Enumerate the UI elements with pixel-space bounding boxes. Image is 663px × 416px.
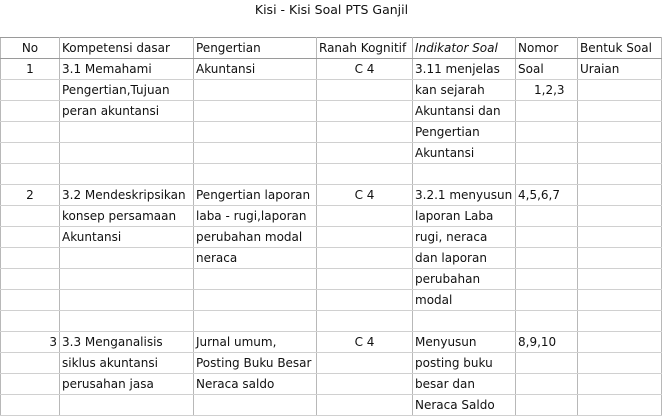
cell-pengertian[interactable] <box>194 311 317 332</box>
cell-indikator[interactable]: rugi, neraca <box>413 227 516 248</box>
cell-nomor[interactable] <box>516 395 578 416</box>
cell-bentuk[interactable] <box>578 248 662 269</box>
cell-nomor[interactable] <box>516 353 578 374</box>
cell-no[interactable]: 3 <box>1 332 60 353</box>
cell-pengertian[interactable]: perubahan modal <box>194 227 317 248</box>
cell-kompetensi[interactable] <box>60 269 194 290</box>
cell-bentuk[interactable] <box>578 290 662 311</box>
cell-nomor[interactable] <box>516 311 578 332</box>
cell-nomor[interactable] <box>516 248 578 269</box>
cell-no[interactable] <box>1 395 60 416</box>
cell-pengertian[interactable]: laba - rugi,laporan <box>194 206 317 227</box>
cell-indikator[interactable]: Akuntansi <box>413 143 516 164</box>
cell-indikator[interactable]: Pengertian <box>413 122 516 143</box>
cell-bentuk[interactable] <box>578 122 662 143</box>
cell-pengertian[interactable]: Neraca saldo <box>194 374 317 395</box>
cell-ranah[interactable] <box>317 290 413 311</box>
cell-kompetensi[interactable]: Akuntansi <box>60 227 194 248</box>
cell-bentuk[interactable] <box>578 143 662 164</box>
cell-nomor[interactable] <box>516 374 578 395</box>
cell-pengertian[interactable] <box>194 164 317 185</box>
cell-ranah[interactable] <box>317 206 413 227</box>
cell-no[interactable]: 2 <box>1 185 60 206</box>
cell-ranah[interactable] <box>317 353 413 374</box>
header-no[interactable]: No <box>1 38 60 59</box>
cell-nomor[interactable] <box>516 164 578 185</box>
cell-pengertian[interactable] <box>194 101 317 122</box>
cell-bentuk[interactable] <box>578 353 662 374</box>
cell-bentuk[interactable]: Uraian <box>578 59 662 80</box>
cell-pengertian[interactable] <box>194 143 317 164</box>
table-row <box>1 311 662 332</box>
cell-ranah[interactable] <box>317 80 413 101</box>
cell-bentuk[interactable] <box>578 164 662 185</box>
cell-nomor[interactable] <box>516 269 578 290</box>
cell-nomor[interactable] <box>516 101 578 122</box>
cell-indikator[interactable]: 3.11 menjelas <box>413 59 516 80</box>
cell-bentuk[interactable] <box>578 395 662 416</box>
cell-indikator[interactable]: Akuntansi dan <box>413 101 516 122</box>
cell-no[interactable] <box>1 122 60 143</box>
cell-pengertian[interactable]: Jurnal umum, <box>194 332 317 353</box>
cell-no[interactable] <box>1 80 60 101</box>
cell-nomor[interactable] <box>516 143 578 164</box>
cell-bentuk[interactable] <box>578 185 662 206</box>
cell-kompetensi[interactable]: konsep persamaan <box>60 206 194 227</box>
sheet-title: Kisi - Kisi Soal PTS Ganjil <box>254 2 409 17</box>
cell-no[interactable] <box>1 143 60 164</box>
table-row <box>1 80 662 101</box>
cell-nomor[interactable]: 8,9,10 <box>516 332 578 353</box>
cell-indikator[interactable]: Neraca Saldo <box>413 395 516 416</box>
header-nomor[interactable]: Nomor <box>516 38 578 59</box>
cell-nomor[interactable] <box>516 122 578 143</box>
table-row <box>1 185 662 206</box>
cell-ranah[interactable] <box>317 143 413 164</box>
cell-kompetensi[interactable]: Pengertian,Tujuan <box>60 80 194 101</box>
cell-ranah[interactable]: C 4 <box>317 59 413 80</box>
cell-no[interactable] <box>1 269 60 290</box>
cell-ranah[interactable] <box>317 248 413 269</box>
cell-nomor[interactable]: Soal <box>516 59 578 80</box>
table-row <box>1 227 662 248</box>
cell-kompetensi[interactable] <box>60 143 194 164</box>
header-bentuk[interactable]: Bentuk Soal <box>578 38 662 59</box>
cell-kompetensi[interactable]: 3.2 Mendeskripsikan <box>60 185 194 206</box>
cell-indikator[interactable]: laporan Laba <box>413 206 516 227</box>
table-row <box>1 101 662 122</box>
cell-no[interactable]: 1 <box>1 59 60 80</box>
cell-bentuk[interactable] <box>578 206 662 227</box>
cell-ranah[interactable] <box>317 227 413 248</box>
cell-indikator[interactable] <box>413 311 516 332</box>
cell-kompetensi[interactable] <box>60 311 194 332</box>
cell-indikator[interactable]: besar dan <box>413 374 516 395</box>
cell-pengertian[interactable] <box>194 122 317 143</box>
cell-ranah[interactable] <box>317 395 413 416</box>
cell-bentuk[interactable] <box>578 311 662 332</box>
cell-kompetensi[interactable] <box>60 395 194 416</box>
cell-pengertian[interactable]: Pengertian laporan <box>194 185 317 206</box>
table-row <box>1 353 662 374</box>
table-row <box>1 290 662 311</box>
cell-indikator[interactable]: modal <box>413 290 516 311</box>
cell-pengertian[interactable]: Akuntansi <box>194 59 317 80</box>
cell-indikator[interactable]: 3.2.1 menyusun <box>413 185 516 206</box>
cell-pengertian[interactable] <box>194 269 317 290</box>
table-row <box>1 269 662 290</box>
cell-kompetensi[interactable] <box>60 248 194 269</box>
table-row <box>1 206 662 227</box>
cell-no[interactable] <box>1 353 60 374</box>
cell-kompetensi[interactable]: siklus akuntansi <box>60 353 194 374</box>
cell-nomor[interactable] <box>516 227 578 248</box>
cell-bentuk[interactable] <box>578 80 662 101</box>
cell-no[interactable] <box>1 227 60 248</box>
cell-no[interactable] <box>1 311 60 332</box>
cell-ranah[interactable]: C 4 <box>317 185 413 206</box>
table-row <box>1 143 662 164</box>
table-row <box>1 164 662 185</box>
table-row <box>1 248 662 269</box>
cell-bentuk[interactable] <box>578 269 662 290</box>
cell-indikator[interactable]: Menyusun <box>413 332 516 353</box>
cell-pengertian[interactable] <box>194 80 317 101</box>
cell-bentuk[interactable] <box>578 374 662 395</box>
cell-bentuk[interactable] <box>578 227 662 248</box>
cell-kompetensi[interactable]: 3.1 Memahami <box>60 59 194 80</box>
cell-ranah[interactable] <box>317 122 413 143</box>
cell-indikator[interactable]: kan sejarah <box>413 80 516 101</box>
header-indikator[interactable]: Indikator Soal <box>413 38 516 59</box>
cell-nomor[interactable]: 4,5,6,7 <box>516 185 578 206</box>
cell-no[interactable] <box>1 374 60 395</box>
header-row <box>1 38 662 59</box>
table-row <box>1 122 662 143</box>
header-kompetensi[interactable]: Kompetensi dasar <box>60 38 194 59</box>
cell-nomor[interactable] <box>516 290 578 311</box>
cell-ranah[interactable] <box>317 164 413 185</box>
cell-no[interactable] <box>1 290 60 311</box>
cell-kompetensi[interactable]: perusahan jasa <box>60 374 194 395</box>
table-row <box>1 332 662 353</box>
cell-nomor[interactable]: 1,2,3 <box>516 80 578 101</box>
table-row <box>1 395 662 416</box>
cell-ranah[interactable] <box>317 269 413 290</box>
header-ranah[interactable]: Ranah Kognitif <box>317 38 413 59</box>
cell-bentuk[interactable] <box>578 101 662 122</box>
cell-pengertian[interactable] <box>194 290 317 311</box>
cell-kompetensi[interactable]: 3.3 Menganalisis <box>60 332 194 353</box>
cell-kompetensi[interactable] <box>60 290 194 311</box>
cell-no[interactable] <box>1 248 60 269</box>
cell-indikator[interactable]: dan laporan <box>413 248 516 269</box>
cell-pengertian[interactable] <box>194 395 317 416</box>
table-row <box>1 374 662 395</box>
header-pengertian[interactable]: Pengertian <box>194 38 317 59</box>
cell-bentuk[interactable] <box>578 332 662 353</box>
cell-kompetensi[interactable] <box>60 122 194 143</box>
cell-kompetensi[interactable]: peran akuntansi <box>60 101 194 122</box>
cell-ranah[interactable] <box>317 311 413 332</box>
cell-no[interactable] <box>1 164 60 185</box>
kisi-table <box>0 37 662 416</box>
cell-pengertian[interactable]: neraca <box>194 248 317 269</box>
cell-ranah[interactable] <box>317 101 413 122</box>
cell-indikator[interactable]: posting buku <box>413 353 516 374</box>
cell-indikator[interactable]: perubahan <box>413 269 516 290</box>
cell-indikator[interactable] <box>413 164 516 185</box>
cell-no[interactable] <box>1 206 60 227</box>
table-row <box>1 59 662 80</box>
cell-ranah[interactable] <box>317 374 413 395</box>
cell-nomor[interactable] <box>516 206 578 227</box>
cell-no[interactable] <box>1 101 60 122</box>
cell-pengertian[interactable]: Posting Buku Besar <box>194 353 317 374</box>
cell-kompetensi[interactable] <box>60 164 194 185</box>
cell-ranah[interactable]: C 4 <box>317 332 413 353</box>
